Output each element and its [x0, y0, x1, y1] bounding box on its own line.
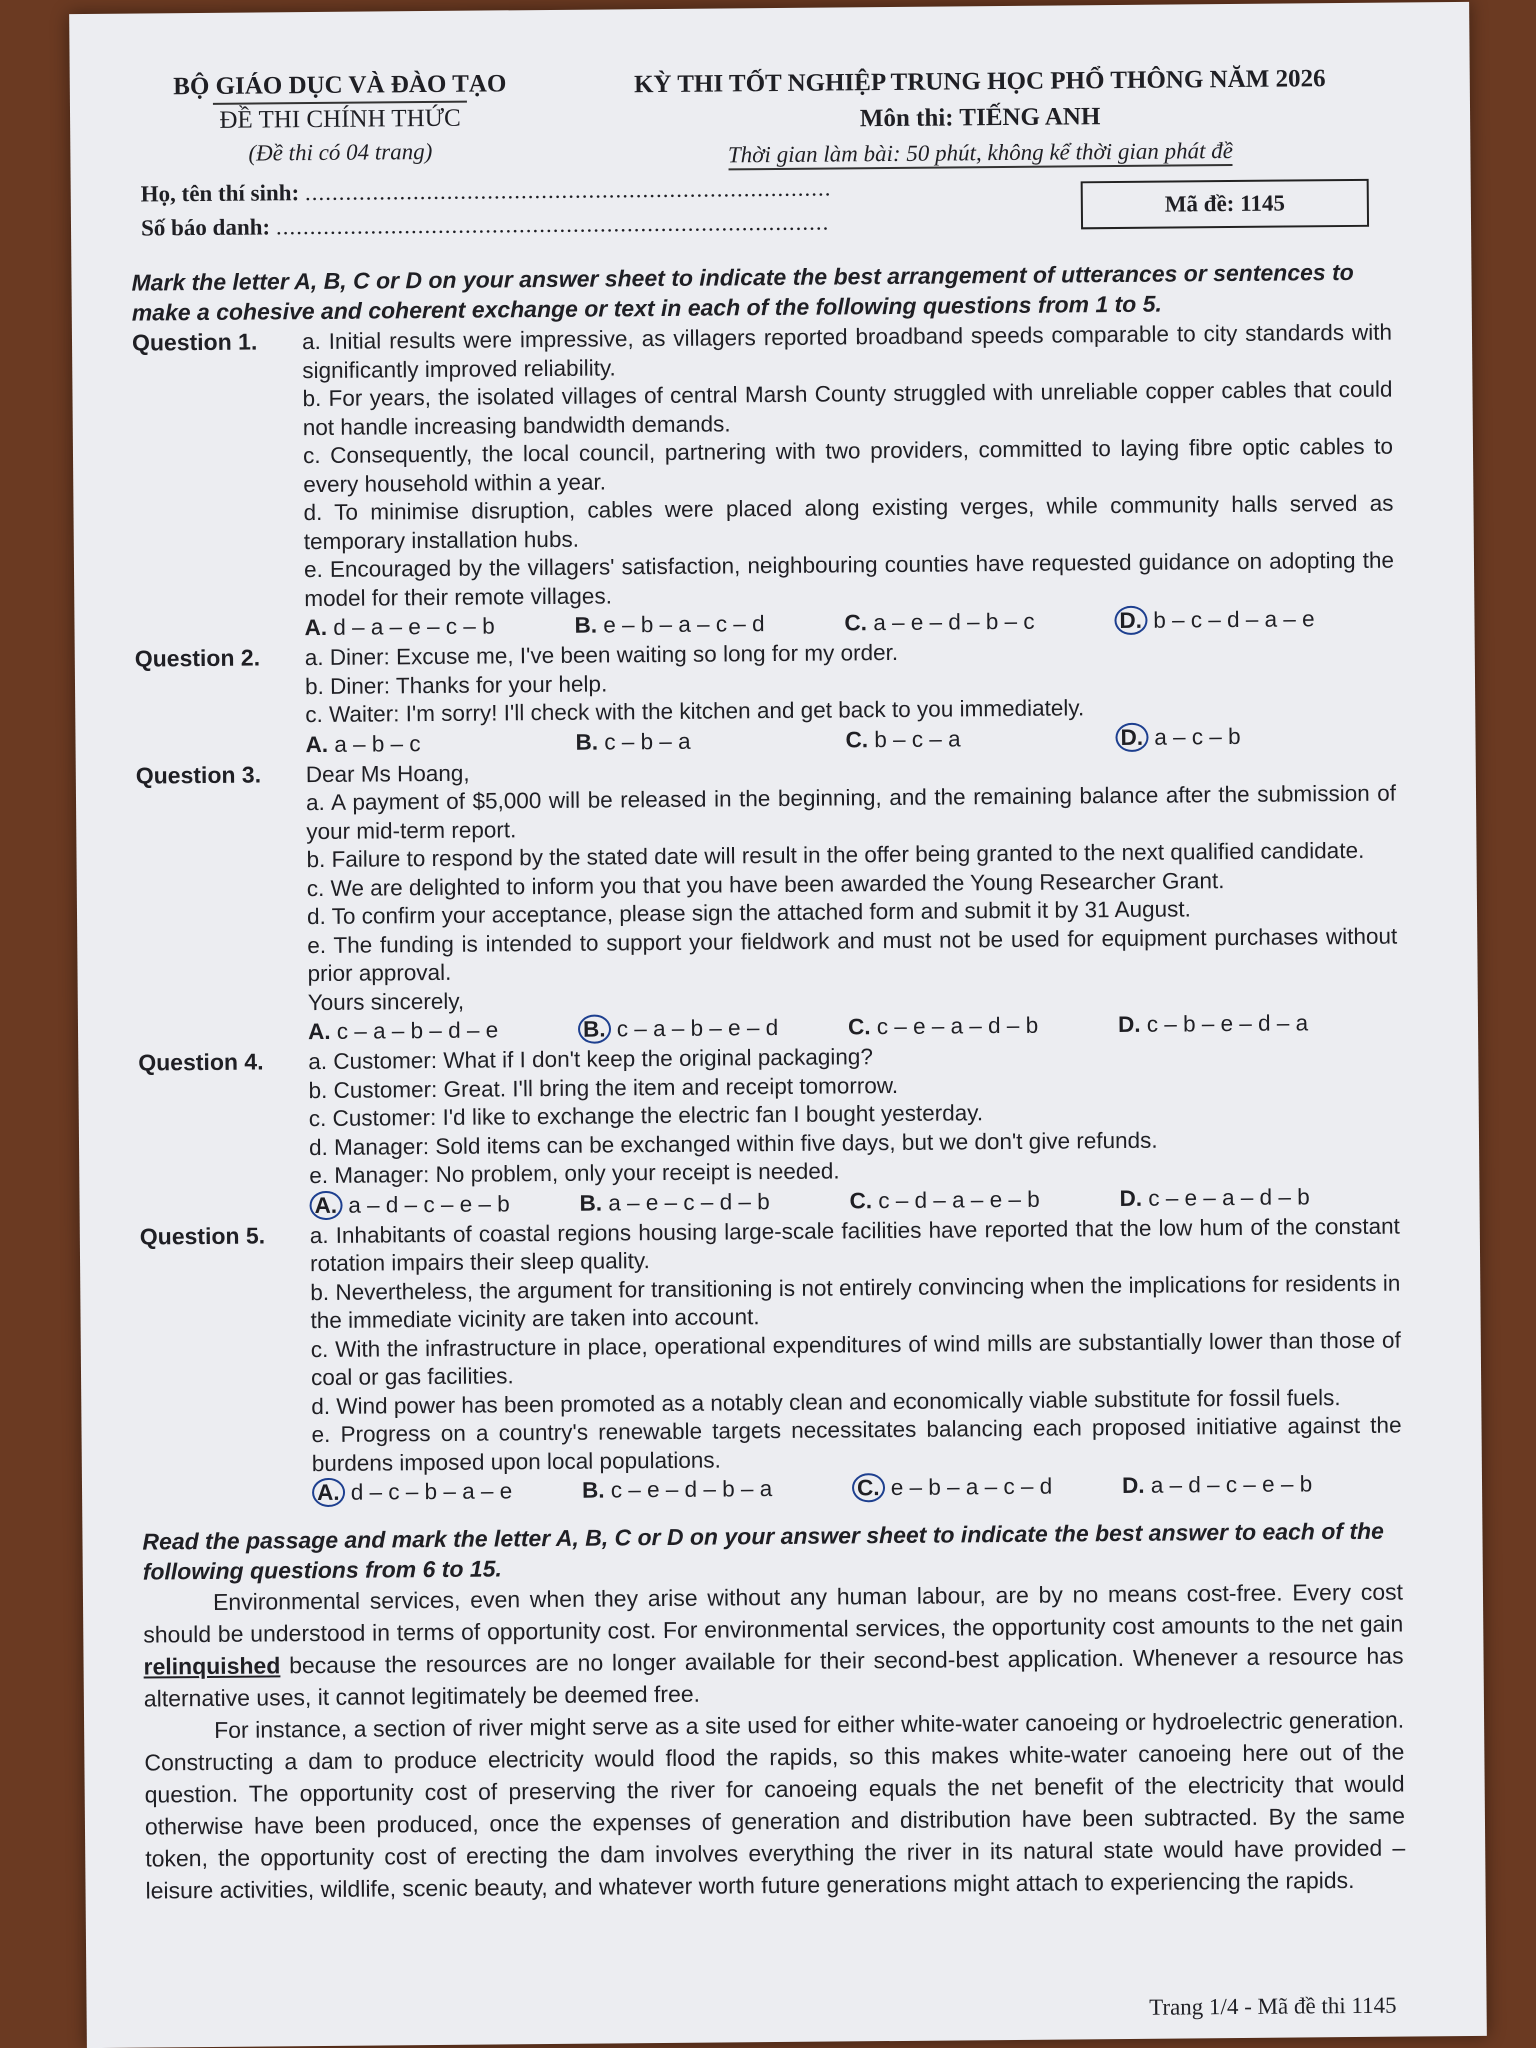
question-3: Question 3. Dear Ms Hoang, a. A payment of $5,000 will be released in the beginning, and the remaining balance after the submission of your mid-term report. b. Failure to respond by the stated date will result in the offer being granted to the next qualified candidate. c. We are delighted to inform you that you have been awarded the Young Researcher Grant. d. To confirm your acceptance, please sign the attached form and submit it by 31 August. e. The funding is intended to support your fieldwork and must not be used for equipment purchases without prior approval. Yours sincerely, A. c – a – b – d – e B. c – a – b – e – d C. c – e – a – d – b D. c – b – e – d – a: [135, 760, 1398, 1045]
ministry-name: BỘ GIÁO DỤC VÀ ĐÀO TẠO: [173, 70, 507, 101]
question-1: Question 1. a. Initial results were impressive, as villagers reported broadband speeds comparable to city standards with significantly improved reliability. b. For years, the isolated villages of central Marsh County struggled with unreliable copper cables that could not handle increasing bandwidth demands. c. Consequently, the local council, partnering with two providers, committed to laying fibre optic cables to every household within a year. d. To minimise disruption, cables were placed along existing verges, while community halls served as temporary installation hubs. e. Encouraged by the villagers' satisfaction, neighbouring counties have requested guidance on adopting the model for their remote villages. A. d – a – e – c – b B. e – b – a – c – d C. a – e – d – b – c D. b – c – d – a – e: [131, 319, 1395, 641]
q4-option-a[interactable]: A. a – d – c – e – b: [309, 1188, 579, 1219]
q5-option-d[interactable]: D. a – d – c – e – b: [1121, 1471, 1313, 1499]
q5-option-c[interactable]: C. e – b – a – c – d: [852, 1471, 1122, 1502]
q5-option-b[interactable]: B. c – e – d – b – a: [581, 1476, 773, 1503]
exam-code-box: Mã đề: 1145: [1081, 179, 1369, 230]
q1-option-d[interactable]: D. b – c – d – a – e: [1114, 604, 1384, 635]
passage-paragraph-1: Environmental services, even when they arise without any human labour, are by no means cost-free. Every cost should be understood in terms of opportunity cost. For environmental services, the opportunity cost amounts to the net gain relinquished because the resources are no longer available for their second-best application. Whenever a resource has alternative uses, it cannot legitimately be deemed free.: [143, 1578, 1404, 1712]
passage-paragraph-2: For instance, a section of river might serve as a site used for either white-water canoeing or hydroelectric generation. Constructing a dam to produce electricity would flood the rapids, so this makes white-water canoeing here out of the question. The opportunity cost of preserving the river for canoeing equals the net benefit of the electricity that would otherwise have been produced, once the expenses of generation and distribution have been subtracted. By the same token, the opportunity cost of erecting the dam involves everything the river in its natural state would have provided – leisure activities, wildlife, scenic beauty, and whatever worth future generations might attach to experiencing the rapids.: [144, 1706, 1406, 1904]
time-limit: Thời gian làm bài: 50 phút, không kể thời gian phát đề: [728, 138, 1233, 170]
reading-passage: [143, 1576, 1406, 1907]
exam-title: KỲ THI TỐT NGHIỆP TRUNG HỌC PHỔ THÔNG NĂM 2026: [633, 65, 1326, 99]
q1-option-b[interactable]: B. e – b – a – c – d: [574, 611, 765, 638]
underlined-word: relinquished: [143, 1652, 281, 1680]
q1-option-a[interactable]: A. d – a – e – c – b: [304, 613, 495, 641]
q2-option-b[interactable]: B. c – b – a: [575, 728, 691, 755]
candidate-number-field: Số báo danh: ..................................................................................: [140, 209, 830, 241]
q3-option-c[interactable]: C. c – e – a – d – b: [847, 1012, 1039, 1040]
official-exam-label: ĐỀ THI CHÍNH THỨC: [213, 101, 467, 135]
q3-option-a[interactable]: A. c – a – b – d – e: [307, 1017, 499, 1045]
exam-page: [69, 2, 1487, 2048]
header-left: [130, 70, 551, 168]
page-count-note: (Đề thi có 04 trang): [248, 138, 433, 166]
q2-option-a[interactable]: A. a – b – c: [305, 730, 421, 757]
q1-option-c[interactable]: C. a – e – d – b – c: [844, 608, 1035, 636]
question-4: Question 4. a. Customer: What if I don't keep the original packaging? b. Customer: Great. I'll bring the item and receipt tomorrow. c. Customer: I'd like to exchange the electric fan I bought yesterday. d. Manager: Sold items can be exchanged within five days, but we don't give refunds. e. Manager: No problem, only your receipt is needed. A. a – d – c – e – b B. a – e – c – d – b C. c – d – a – e – b D. c – e – a – d – b: [138, 1039, 1399, 1221]
candidate-fields: [141, 176, 832, 250]
section-arrangement: [131, 257, 1405, 1907]
question-5: Question 5. a. Inhabitants of coastal regions housing large-scale facilities have reported that the low hum of the constant rotation impairs their sleep quality. b. Nevertheless, the argument for transitioning is not entirely convincing when the implications for residents in the immediate vicinity are taken into account. c. With the infrastructure in place, operational expenditures of wind mills are substantially lower than those of coal or gas facilities. d. Wind power has been promoted as a notably clean and economically viable substitute for fossil fuels. e. Progress on a country's renewable targets necessitates balancing each proposed initiative against the burdens imposed upon local populations. A. d – c – b – a – e B. c – e – d – b – a C. e – b – a – c – d D. a – d – c – e – b: [140, 1212, 1402, 1508]
header-right: [610, 65, 1351, 171]
q5-option-a[interactable]: A. d – c – b – a – e: [312, 1476, 582, 1507]
q4-option-c[interactable]: C. c – d – a – e – b: [849, 1186, 1040, 1213]
q2-option-d[interactable]: D. a – c – b: [1115, 720, 1385, 751]
subject-line: Môn thi: TIẾNG ANH: [859, 103, 1101, 133]
question-2: Question 2. a. Diner: Excuse me, I've been waiting so long for my order. b. Diner: Thanks for your help. c. Waiter: I'm sorry! I'll check with the kitchen and get back to you immediately. A. a – b – c B. c – b – a C. b – c – a D. a – c – b: [135, 635, 1396, 760]
instruction-2: Read the passage and mark the letter A, B, C or D on your answer sheet to indicate the best answer to each of the following questions from 6 to 15.: [142, 1517, 1385, 1585]
q4-option-b[interactable]: B. a – e – c – d – b: [579, 1188, 770, 1216]
q2-option-c[interactable]: C. b – c – a: [845, 725, 961, 752]
instruction-1: Mark the letter A, B, C or D on your answer sheet to indicate the best arrangement of utterances or sentences to make a cohesive and coherent exchange or text in each of the following questions from 1 to 5.: [131, 258, 1354, 326]
page-footer: Trang 1/4 - Mã đề thi 1145: [1149, 1992, 1397, 2020]
q4-option-d[interactable]: D. c – e – a – d – b: [1119, 1183, 1310, 1211]
q3-option-d[interactable]: D. c – b – e – d – a: [1117, 1010, 1309, 1038]
candidate-name-field: Họ, tên thí sinh: ..............................................................................: [140, 175, 832, 207]
q3-option-b[interactable]: B. c – a – b – e – d: [578, 1012, 848, 1043]
